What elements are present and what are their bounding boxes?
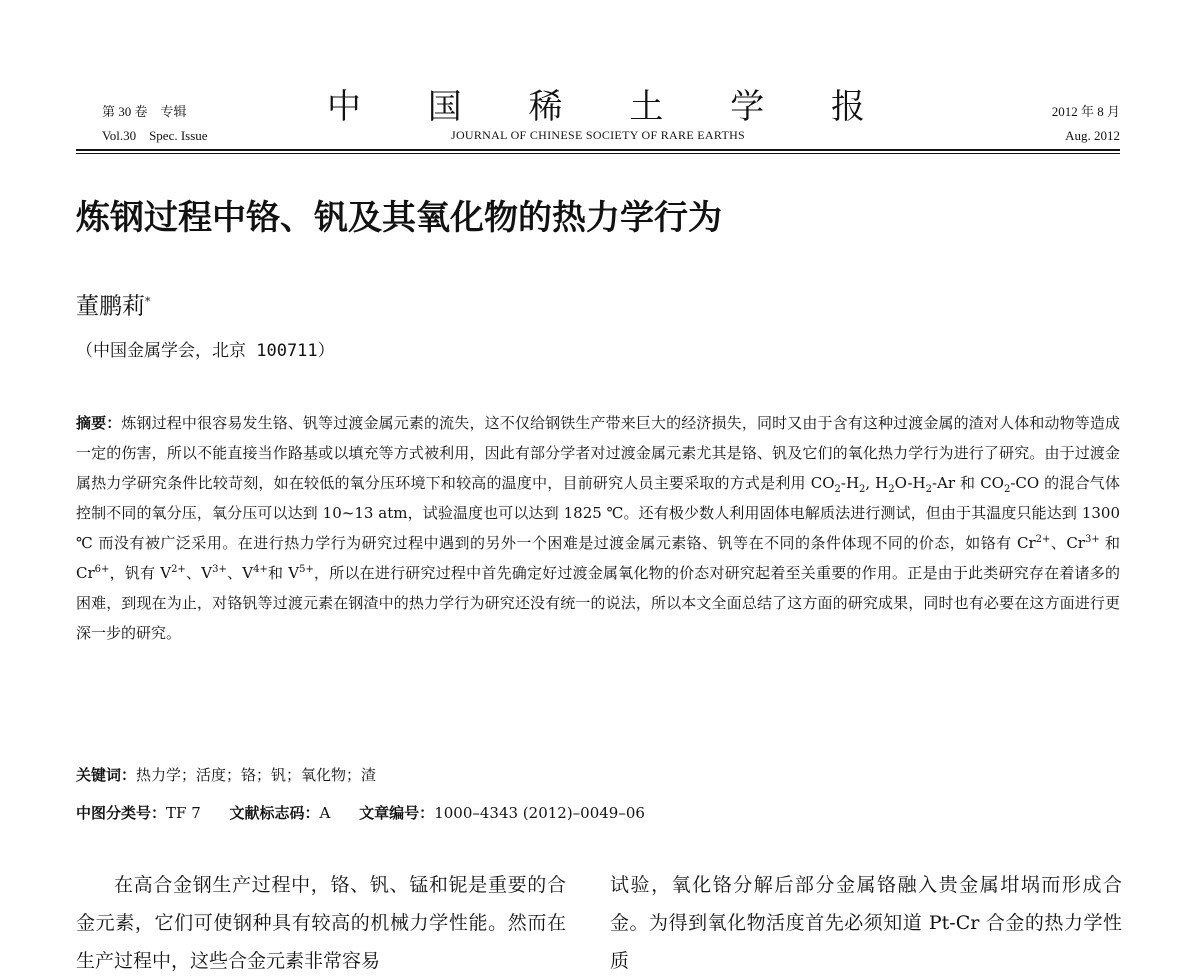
author-name: 董鹏莉 [76,293,145,320]
abstract-text-13: ，所以在进行研究过程中首先确定好过渡金属氧化物的价态对研究起着至关重要的作用。正是由于此类研究存在着诸多的困难，到现在为止，对铬钒等过渡元素在钢渣中的热力学行为研究还没有统一的说法，所以本文全面总结了这方面的研究成果，同时也有必要在这方面进行更深一步的研究。 [76,564,1120,642]
abstract-text-4: O-H [894,474,926,492]
abstract-text-3: , H [865,474,889,492]
header-date [1052,100,1120,148]
abstract-sub: 2 [834,484,841,495]
abstract-sub: 2 [925,484,932,495]
keywords-value: 热力学；活度；铬；钒；氧化物；渣 [136,766,377,784]
abstract-text-1: 炼钢过程中很容易发生铬、钒等过渡金属元素的流失，这不仅给钢铁生产带来巨大的经济损失，同时又由于含有这种过渡金属的渣对人体和动物等造成一定的伤害，所以不能直接当作路基或以填充等方式被利用，因此有部分学者对过渡金属元素尤其是铬、钒及它们的氧化热力学行为进行了研究。由于过渡金属热力学研究条件比较苛刻，如在较低的氧分压环境下和较高的温度中，目前研究人员主要采取的方式是利用 CO [76,414,1120,492]
article-id-group [359,800,645,826]
article-id-label: 文章编号： [359,804,435,822]
abstract-text-5: -Ar 和 CO [931,474,1004,492]
abstract-sup: 3+ [1084,534,1100,545]
date-en: Aug. 2012 [1065,128,1120,143]
journal-name-en: JOURNAL OF CHINESE SOCIETY OF RARE EARTHS [450,128,746,142]
doc-code-label: 文献标志码： [229,804,320,822]
affiliation: （中国金属学会，北京 100711） [76,341,335,361]
abstract-text-11: 、V [226,564,254,582]
header-journal [76,88,1120,144]
abstract-label: 摘要： [76,414,122,432]
doc-code-group [230,800,331,826]
abstract-sup: 2+ [171,564,186,575]
doc-code-value: A [319,804,331,822]
volume-en: Vol.30 Spec. Issue [102,128,208,143]
keywords [76,762,376,788]
abstract-sub: 2 [888,484,895,495]
abstract-sup: 5+ [299,564,314,575]
abstract-sub: 2 [859,484,866,495]
body-right-column: 试验，氧化铬分解后部分金属铬融入贵金属坩埚而形成合金。为得到氧化物活度首先必须知道 Pt-Cr 合金的热力学性质 [610,874,1122,972]
volume-cn: 第 30 卷 专辑 [102,104,187,119]
date-cn: 2012 年 8 月 [1051,104,1120,119]
abstract-sup: 3+ [212,564,227,575]
journal-header [76,88,1120,150]
abstract-text-8: 和 Cr [76,534,1120,582]
header-rule-thin [76,153,1120,154]
abstract-sup: 4+ [253,564,268,575]
article-title: 炼钢过程中铬、钒及其氧化物的热力学行为 [76,198,722,238]
header-rule-thick [76,149,1120,151]
clc-label: 中图分类号： [76,804,167,822]
journal-name-cn: 中 国 稀 土 学 报 [326,87,894,127]
body-left-column: 在高合金钢生产过程中，铬、钒、锰和铌是重要的合金元素，它们可使钢种具有较高的机械力学性能。然而在生产过程中，这些合金元素非常容易 [76,874,566,972]
abstract-sup: 2+ [1035,534,1051,545]
author-mark: * [145,295,151,308]
clc-group [76,800,201,826]
abstract-sub: 2 [1003,484,1011,495]
abstract-sup: 6+ [94,564,110,575]
abstract-text-6: -CO 的混合气体控制不同的氧分压，氧分压可以达到 10~13 atm，试验温度也可以达到 1825 ℃。还有极少数人利用固体电解质法进行测试，但由于其温度只能达到 1300 ℃ 而没有被广泛采用。在进行热力学行为研究过程中遇到的另外一个困难是过渡金属元素铬、钒等在不同的条件体现不同的价态，如铬有 Cr [76,474,1120,552]
classification-line [76,800,669,826]
abstract-text-9: ，钒有 V [109,564,172,582]
article-id-value: 1000–4343 (2012)–0049–06 [434,804,645,822]
clc-value: TF 7 [166,804,201,822]
abstract [76,408,1120,648]
abstract-text-10: 、V [185,564,213,582]
abstract-text-7: 、Cr [1050,534,1085,552]
abstract-text-2: -H [840,474,860,492]
abstract-text-12: 和 V [267,564,300,582]
author-line [76,287,151,322]
keywords-label: 关键词： [76,766,137,784]
